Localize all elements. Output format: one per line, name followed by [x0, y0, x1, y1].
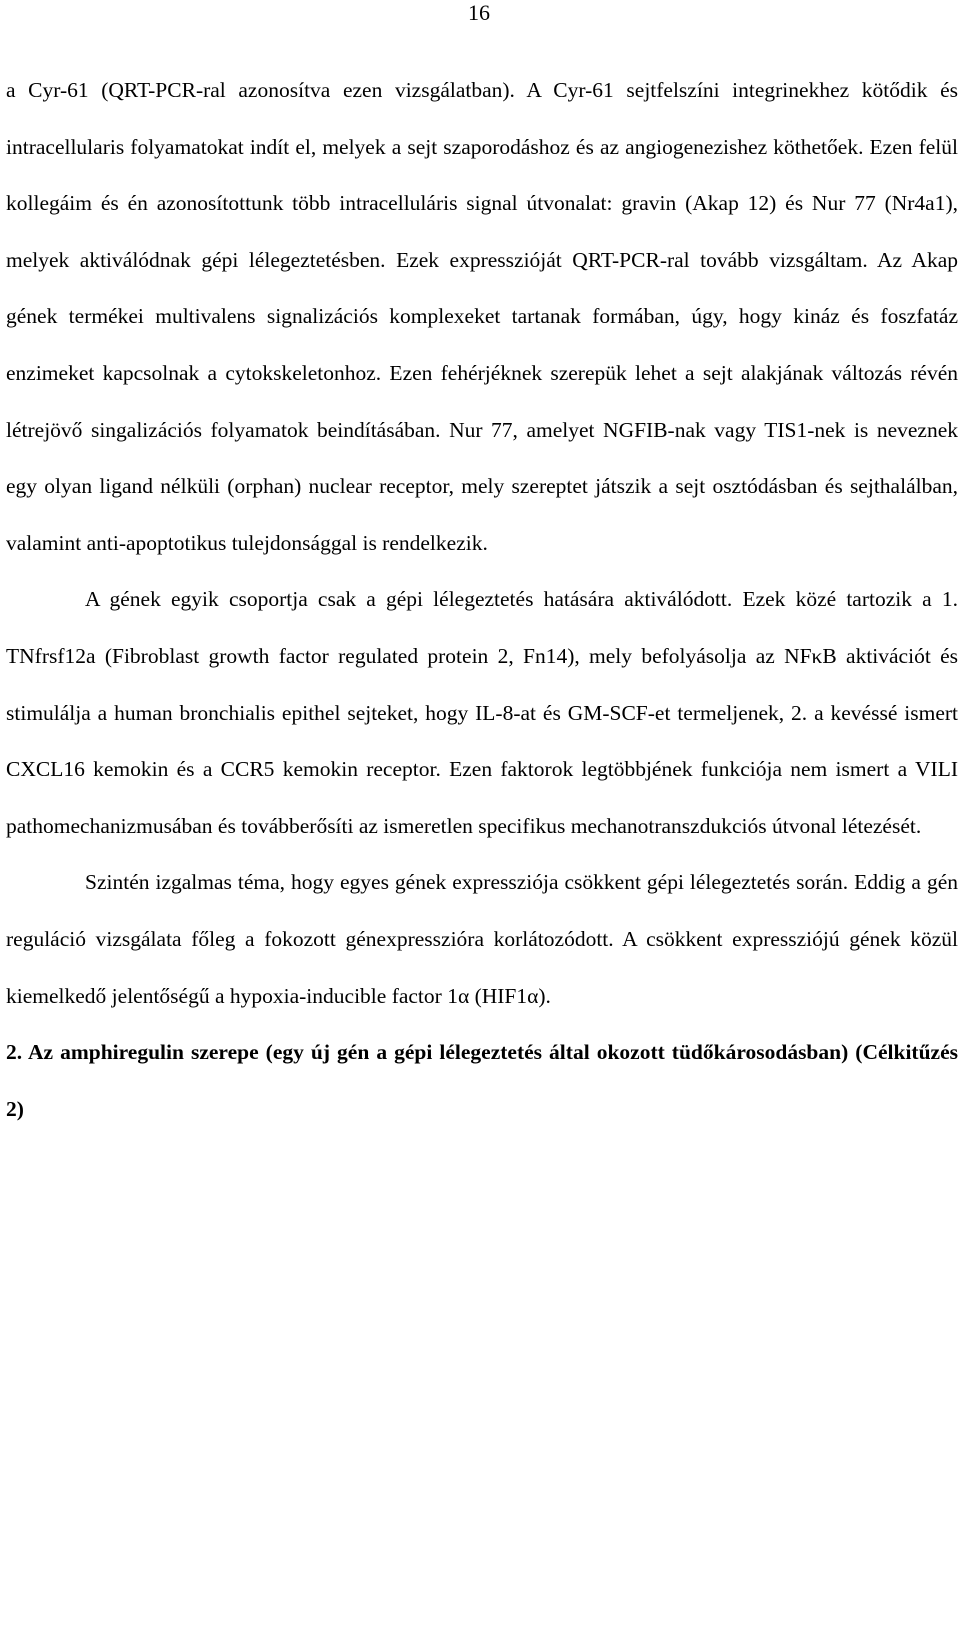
- body-text: [6, 62, 958, 1137]
- paragraph-cyr61-nur77: a Cyr-61 (QRT-PCR-ral azonosítva ezen vizsgálatban). A Cyr-61 sejtfelszíni integrinekhez kötődik és intracellularis folyamatokat indít el, melyek a sejt szaporodáshoz és az angiogenezishez köthetőek. Ezen felül kollegáim és én azonosítottunk több intracelluláris signal útvonalat: gravin (Akap 12) és Nur 77 (Nr4a1), melyek aktiválódnak gépi lélegeztetésben. Ezek expresszióját QRT-PCR-ral tovább vizsgáltam. Az Akap gének termékei multivalens signalizációs komplexeket tartanak formában, úgy, hogy kináz és foszfatáz enzimeket kapcsolnak a cytokskeletonhoz. Ezen fehérjéknek szerepük lehet a sejt alakjának változás révén létrejövő singalizációs folyamatok beindításában. Nur 77, amelyet NGFIB-nak vagy TIS1-nek is neveznek egy olyan ligand nélküli (orphan) nuclear receptor, mely szereptet játszik a sejt osztódásban és sejthalálban, valamint anti-apoptotikus tulejdonsággal is rendelkezik.: [6, 78, 958, 555]
- paragraph-downregulated-genes: Szintén izgalmas téma, hogy egyes gének expressziója csökkent gépi lélegeztetés során. Eddig a gén reguláció vizsgálata főleg a fokozott génexpresszióra korlátozódott. A csökkent expressziójú gének közül kiemelkedő jelentőségű a hypoxia-inducible factor 1α (HIF1α).: [6, 870, 958, 1008]
- page-number: 16: [468, 0, 490, 25]
- paragraph-upregulated-genes: A gének egyik csoportja csak a gépi lélegeztetés hatására aktiválódott. Ezek közé tartozik a 1. TNfrsf12a (Fibroblast growth factor regulated protein 2, Fn14), mely befolyásolja az NFκB aktivációt és stimulálja a human bronchialis epithel sejteket, hogy IL-8-at és GM-SCF-et termeljenek, 2. a kevéssé ismert CXCL16 kemokin és a CCR5 kemokin receptor. Ezen faktorok legtöbbjének funkciója nem ismert a VILI pathomechanizmusában és továbberősíti az ismeretlen specifikus mechanotranszdukciós útvonal létezését.: [6, 587, 958, 838]
- section-heading: 2. Az amphiregulin szerepe (egy új gén a gépi lélegeztetés által okozott tüdőkárosodásban) (Célkitűzés 2): [6, 1040, 958, 1121]
